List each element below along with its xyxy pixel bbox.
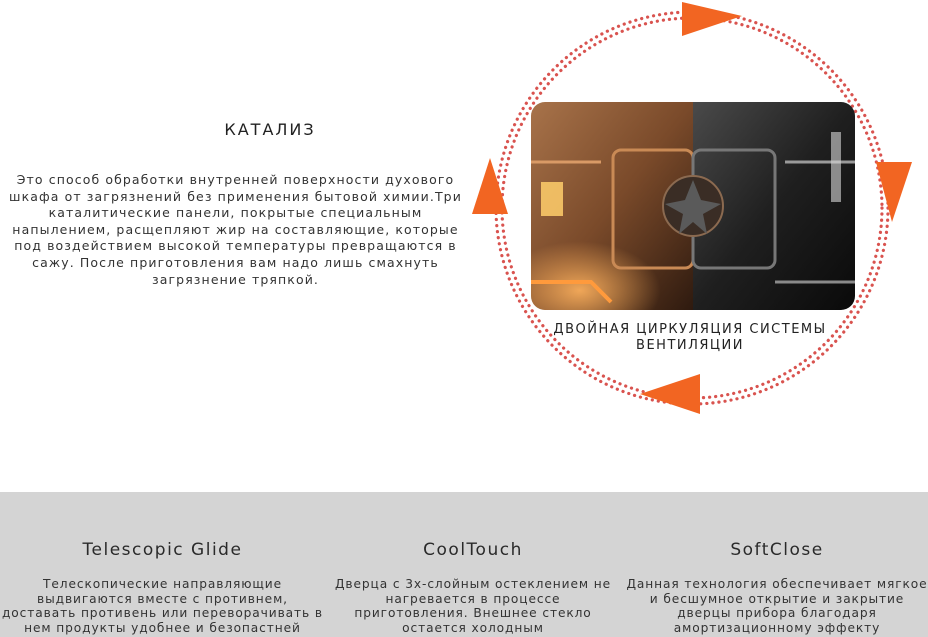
catalysis-description: Это способ обработки внутренней поверхности духового шкафа от загрязнений без применения бытовой химии.Три каталитические панели, покрытые специальным напылением, расщепляют жир на составляющие, которые под воздействием высокой температуры превращаются в сажу. После приготовления вам надо лишь смахнуть загрязнение тряпкой. bbox=[9, 172, 462, 287]
catalysis-title: КАТАЛИЗ bbox=[224, 120, 316, 139]
feature-description: Дверца с 3х-слойным остеклением не нагревается в процессе приготовления. Внешнее стекло остается холодным bbox=[335, 577, 611, 635]
feature-title: SoftClose bbox=[730, 540, 824, 560]
oven-interior-image bbox=[531, 102, 855, 310]
features-section bbox=[0, 492, 928, 637]
circulation-caption: ДВОЙНАЯ ЦИРКУЛЯЦИЯ СИСТЕМЫ ВЕНТИЛЯЦИИ bbox=[553, 322, 827, 353]
feature-description: Телескопические направляющие выдвигаются вместе с противнем, доставать противень или переворачивать в нем продукты удобнее и безопастней bbox=[1, 577, 323, 635]
arrow-top-icon bbox=[682, 2, 742, 36]
feature-title: Telescopic Glide bbox=[82, 540, 243, 560]
arrow-left-icon bbox=[472, 158, 508, 214]
feature-description: Данная технология обеспечивает мягкое и бесшумное открытие и закрытие дверцы прибора благодаря амортизационному эффекту bbox=[626, 577, 928, 635]
feature-title: CoolTouch bbox=[423, 540, 523, 560]
arrow-bottom-icon bbox=[640, 374, 700, 414]
